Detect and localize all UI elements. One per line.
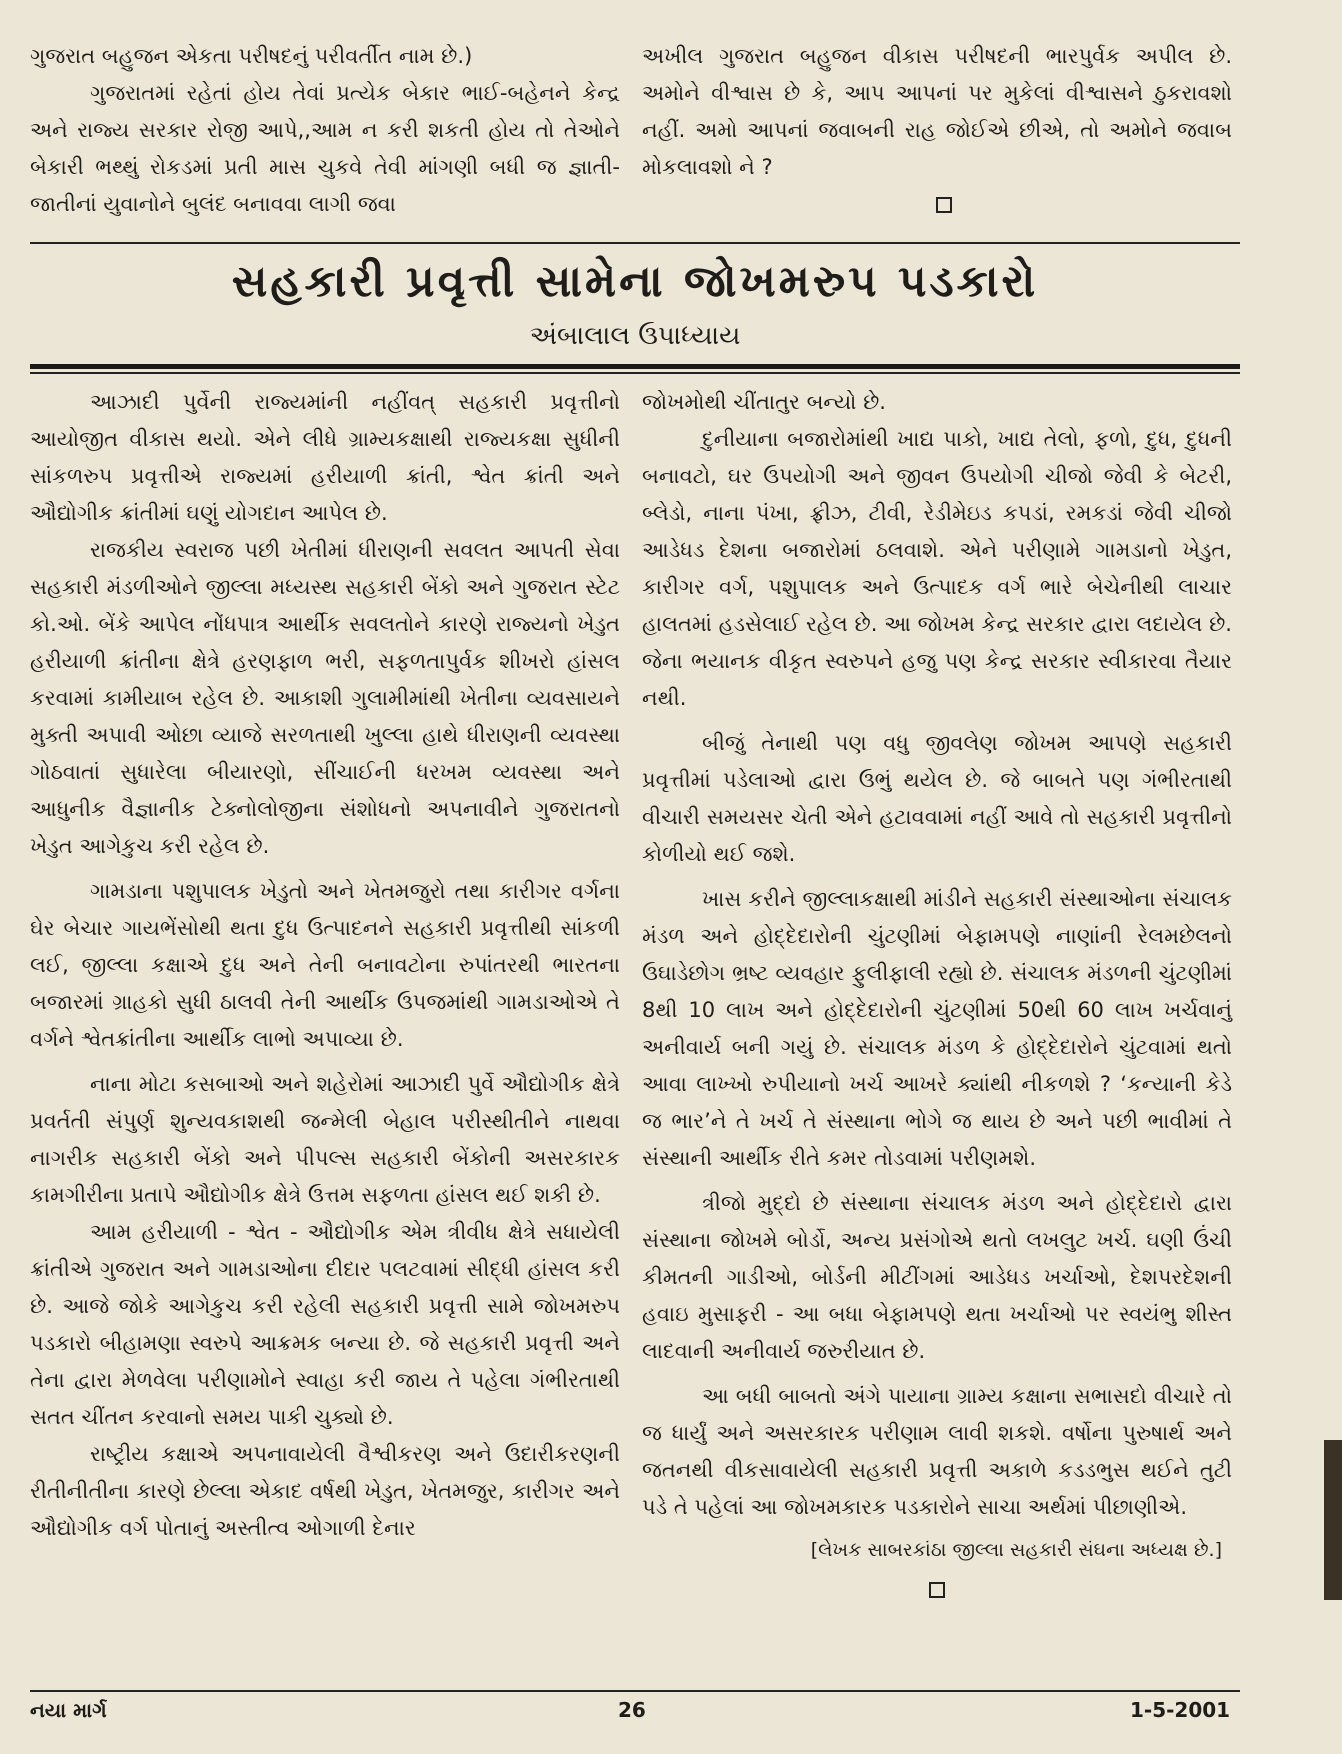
- article-left-column: [30, 384, 620, 1547]
- previous-article-right-column: [642, 38, 1232, 223]
- article-paragraph: ત્રીજો મુદ્દો છે સંસ્થાના સંચાલક મંડળ અને હોદ્દેદારો દ્વારા સંસ્થાના જોખમે બોર્ડો, અન્ય પ્રસંગોએ થતો લખલુટ ખર્ચ. ઘણી ઉંચી કીમતની ગાડીઓ, બોર્ડની મીટીંગમાં આડેધડ ખર્ચાઓ, દેશપરદેશની હવાઇ મુસાફરી - આ બધા બેફામપણે થતા ખર્ચાઓ પર સ્વયંભુ શીસ્ત લાદવાની અનીવાર્ય જરુરીયાત છે.: [642, 1191, 1232, 1363]
- end-of-article-mark: [642, 1571, 1232, 1608]
- article-paragraph: આમ હરીયાળી - શ્વેત - ઔદ્યોગીક એમ ત્રીવીધ ક્ષેત્રે સધાયેલી ક્રાંતીએ ગુજરાત અને ગામડાઓના દીદાર પલટવામાં સીદ્ધી હાંસલ કરી છે. આજે જોકે આગેકુચ કરી રહેલી સહકારી પ્રવૃત્તી સામે જોખમરુપ પડકારો બીહામણા સ્વરુપે આક્રમક બન્યા છે. જે સહકારી પ્રવૃત્તી અને તેના દ્વારા મેળવેલા પરીણામોને સ્વાહા કરી જાય તે પહેલા ગંભીરતાથી સતત ચીંતન કરવાનો સમય પાકી ચુક્યો છે.: [30, 1220, 620, 1429]
- article-paragraph: આઝાદી પુર્વેની રાજ્યમાંની નહીંવત્ સહકારી પ્રવૃત્તીનો આયોજીત વીકાસ થયો. એને લીધે ગ્રામ્યકક્ષાથી રાજ્યકક્ષા સુધીની સાંકળરુપ પ્રવૃત્તીએ રાજ્યમાં હરીયાળી ક્રાંતી, શ્વેત ક્રાંતી અને ઔદ્યોગીક ક્રાંતીમાં ઘણું યોગદાન આપેલ છે.: [30, 390, 620, 525]
- publication-name: નયા માર્ગ: [30, 1698, 107, 1722]
- issue-date: 1-5-2001: [1130, 1698, 1231, 1722]
- page-edge-shadow: [1324, 1440, 1342, 1600]
- article-author: અંબાલાલ ઉપાધ્યાય: [529, 321, 741, 351]
- article-paragraph: આ બધી બાબતો અંગે પાયાના ગ્રામ્ય કક્ષાના સભાસદો વીચારે તો જ ધાર્યું અને અસરકારક પરીણામ લાવી શકશે. વર્ષોના પુરુષાર્થ અને જતનથી વીકસાવાયેલી સહકારી પ્રવૃત્તી અકાળે કડડભુસ થઈને તુટી પડે તે પહેલાં આ જોખમકારક પડકારોને સાચા અર્થમાં પીછાણીએ.: [642, 1384, 1232, 1519]
- footer-divider: [30, 1690, 1240, 1692]
- title-divider: [30, 364, 1240, 369]
- article-paragraph: ખાસ કરીને જીલ્લાકક્ષાથી માંડીને સહકારી સંસ્થાઓના સંચાલક મંડળ અને હોદ્દેદારોની ચુંટણીમાં બેફામપણે નાણાંની રેલમછેલનો ઉઘાડેછોગ ભ્રષ્ટ વ્યવહાર ફુલીફાલી રહ્યો છે. સંચાલક મંડળની ચુંટણીમાં 8થી 10 લાખ અને હોદ્દેદારોની ચુંટણીમાં 50થી 60 લાખ ખર્ચવાનું અનીવાર્ય બની ગયું છે. સંચાલક મંડળ કે હોદ્દેદારોને ચુંટવામાં થતો આવા લાખ્ખો રુપીયાનો ખર્ચ આખરે ક્યાંથી નીકળશે ? ‘કન્યાની કેડે જ ભાર’ને તે ખર્ચ તે સંસ્થાના ભોગે જ થાય છે અને પછી ભાવીમાં તે સંસ્થાની આર્થીક રીતે કમર તોડવામાં પરીણમશે.: [642, 887, 1232, 1170]
- article-paragraph: રાષ્ટ્રીય કક્ષાએ અપનાવાયેલી વૈશ્વીકરણ અને ઉદારીકરણની રીતીનીતીના કારણે છેલ્લા એકાદ વર્ષથી ખેડુત, ખેતમજુર, કારીગર અને ઔદ્યોગીક વર્ગ પોતાનું અસ્તીત્વ ઓગાળી દેનાર: [30, 1442, 620, 1540]
- previous-article-paragraph: અખીલ ગુજરાત બહુજન વીકાસ પરીષદની ભારપુર્વક અપીલ છે. અમોને વીશ્વાસ છે કે, આપ આપનાં પર મુકેલાં વીશ્વાસને ઠુકરાવશો નહીં. અમો આપનાં જવાબની રાહ જોઈએ છીએ, તો અમોને જવાબ મોકલાવશો ને ?: [642, 44, 1232, 179]
- previous-article-left-column: [30, 38, 620, 223]
- article-right-column: [642, 384, 1232, 1608]
- article-paragraph: દુનીયાના બજારોમાંથી ખાદ્ય પાકો, ખાદ્ય તેલો, ફળો, દુધ, દુધની બનાવટો, ઘર ઉપયોગી અને જીવન ઉપયોગી ચીજો જેવી કે બેટરી, બ્લેડો, નાના પંખા, ફ્રીઝ, ટીવી, રેડીમેઇડ કપડાં, રમકડાં જેવી ચીજો આડેધડ દેશના બજારોમાં ઠલવાશે. એને પરીણામે ગામડાનો ખેડુત, કારીગર વર્ગ, પશુપાલક અને ઉત્પાદક વર્ગ ભારે બેચેનીથી લાચાર હાલતમાં હડસેલાઈ રહેલ છે. આ જોખમ કેન્દ્ર સરકાર દ્વારા લદાયેલ છે. જેના ભયાનક વીકૃત સ્વરુપને હજુ પણ કેન્દ્ર સરકાર સ્વીકારવા તૈયાર નથી.: [642, 427, 1232, 710]
- title-divider-thin: [30, 372, 1240, 374]
- square-icon: [936, 197, 952, 213]
- previous-article-paragraph: ગુજરાતમાં રહેતાં હોય તેવાં પ્રત્યેક બેકાર ભાઈ-બહેનને કેન્દ્ર અને રાજ્ય સરકાર રોજી આપે,,આમ ન કરી શકતી હોય તો તેઓને બેકારી ભથ્થું રોકડમાં પ્રતી માસ ચુકવે તેવી માંગણી બધી જ જ્ઞાતી-જાતીનાં યુવાનોને બુલંદ બનાવવા લાગી જવા: [30, 81, 620, 216]
- magazine-page: [30, 38, 1305, 1728]
- section-divider: [30, 242, 1240, 244]
- article-paragraph: નાના મોટા કસબાઓ અને શહેરોમાં આઝાદી પુર્વે ઔદ્યોગીક ક્ષેત્રે પ્રવર્તતી સંપુર્ણ શુન્યવકાશથી જન્મેલી બેહાલ પરીસ્થીતીને નાથવા નાગરીક સહકારી બેંકો અને પીપલ્સ સહકારી બેંકોની અસરકારક કામગીરીના પ્રતાપે ઔદ્યોગીક ક્ષેત્રે ઉત્તમ સફળતા હાંસલ થઈ શકી છે.: [30, 1072, 620, 1207]
- page-number: 26: [618, 1698, 646, 1722]
- article-paragraph: બીજું તેનાથી પણ વધુ જીવલેણ જોખમ આપણે સહકારી પ્રવૃત્તીમાં પડેલાઓ દ્વારા ઉભું થયેલ છે. જે બાબતે પણ ગંભીરતાથી વીચારી સમયસર ચેતી એને હટાવવામાં નહીં આવે તો સહકારી પ્રવૃત્તીનો કોળીયો થઈ જશે.: [642, 731, 1232, 866]
- article-title: સહકારી પ્રવૃત્તી સામેના જોખમરુપ પડકારો: [231, 256, 1039, 307]
- previous-article-paragraph: ગુજરાત બહુજન એકતા પરીષદનું પરીવર્તીત નામ છે.): [30, 44, 473, 68]
- article-paragraph: રાજકીય સ્વરાજ પછી ખેતીમાં ધીરાણની સવલત આપતી સેવા સહકારી મંડળીઓને જીલ્લા મધ્યસ્થ સહકારી બેંકો અને ગુજરાત સ્ટેટ કો.ઓ. બેંકે આપેલ નોંધપાત્ર આર્થીક સવલતોને કારણે રાજ્યનો ખેડુત હરીયાળી ક્રાંતીના ક્ષેત્રે હરણફાળ ભરી, સફળતાપુર્વક શીખરો હાંસલ કરવામાં કામીયાબ રહેલ છે. આકાશી ગુલામીમાંથી ખેતીના વ્યવસાયને મુક્તી અપાવી ઓછા વ્યાજે સરળતાથી ખુલ્લા હાથે ધીરાણની વ્યવસ્થા ગોઠવાતાં સુધારેલા બીયારણો, સીંચાઈની ધરખમ વ્યવસ્થા અને આધુનીક વૈજ્ઞાનીક ટેક્નોલોજીના સંશોધનો અપનાવીને ગુજરાતનો ખેડુત આગેકુચ કરી રહેલ છે.: [30, 538, 620, 858]
- author-note: [લેખક સાબરકાંઠા જીલ્લા સહકારી સંઘના અધ્યક્ષ છે.]: [810, 1539, 1222, 1561]
- end-of-article-mark: [642, 186, 1232, 223]
- article-paragraph: ગામડાના પશુપાલક ખેડુતો અને ખેતમજુરો તથા કારીગર વર્ગના ઘેર બેચાર ગાયભેંસોથી થતા દુધ ઉત્પાદનને સહકારી પ્રવૃત્તીથી સાંકળી લઈ, જીલ્લા કક્ષાએ દુધ અને તેની બનાવટોના રુપાંતરથી ભારતના બજારમાં ગ્રાહકો સુધી ઠાલવી તેની આર્થીક ઉપજમાંથી ગામડાઓએ તે વર્ગને શ્વેતક્રાંતીના આર્થીક લાભો અપાવ્યા છે.: [30, 879, 620, 1051]
- square-icon: [929, 1582, 945, 1598]
- article-paragraph: જોખમોથી ચીંતાતુર બન્યો છે.: [642, 390, 886, 414]
